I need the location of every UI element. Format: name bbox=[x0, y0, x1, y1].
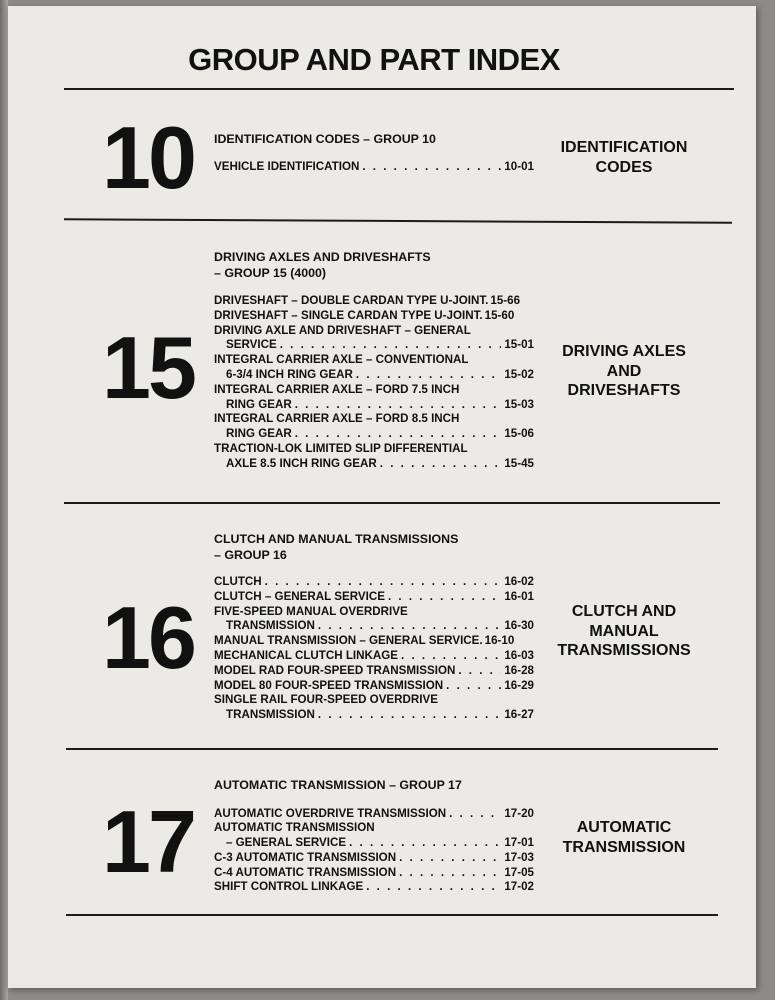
index-entry[interactable] bbox=[214, 619, 534, 634]
group-contents bbox=[214, 778, 534, 895]
index-entry[interactable] bbox=[214, 880, 534, 895]
dot-leader bbox=[399, 851, 501, 866]
entry-page: 10-01 bbox=[504, 159, 534, 173]
entry-page: 15-45 bbox=[504, 456, 534, 470]
group-side-label: DRIVING AXLES AND DRIVESHAFTS bbox=[562, 343, 686, 399]
entry-page: 17-01 bbox=[504, 836, 534, 850]
entry-page: 16-27 bbox=[504, 708, 534, 722]
group-number: 17 bbox=[102, 792, 194, 891]
entry-page: 15-02 bbox=[504, 367, 534, 381]
dot-leader bbox=[449, 807, 501, 822]
index-entry[interactable] bbox=[214, 807, 534, 822]
index-entry[interactable] bbox=[214, 160, 534, 175]
dot-leader bbox=[295, 427, 502, 442]
entry-page: 16-01 bbox=[504, 589, 534, 603]
dot-leader bbox=[356, 368, 501, 383]
entry-label: DRIVESHAFT – DOUBLE CARDAN TYPE U-JOINT. bbox=[214, 294, 489, 307]
index-entry[interactable] bbox=[214, 866, 534, 881]
dot-leader bbox=[458, 664, 501, 679]
group-side-label: AUTOMATIC TRANSMISSION bbox=[562, 819, 686, 856]
entry-page: 15-66 bbox=[490, 294, 521, 307]
entry-page: 16-30 bbox=[504, 619, 534, 633]
dot-leader bbox=[295, 398, 502, 413]
group-heading: CLUTCH AND MANUAL TRANSMISSIONS – GROUP 16 bbox=[214, 532, 459, 562]
entry-label-continued: TRANSMISSION bbox=[226, 708, 315, 722]
entry-label: VEHICLE IDENTIFICATION bbox=[214, 159, 360, 173]
entry-label-continued: TRANSMISSION bbox=[226, 619, 315, 633]
divider-rule bbox=[66, 748, 718, 750]
entry-page: 17-02 bbox=[504, 880, 534, 894]
group-section-10 bbox=[8, 106, 756, 220]
entry-label-continued: SERVICE bbox=[226, 338, 277, 352]
entry-label[interactable]: TRACTION-LOK LIMITED SLIP DIFFERENTIAL bbox=[214, 441, 468, 455]
entry-label: CLUTCH – GENERAL SERVICE bbox=[214, 589, 385, 603]
entry-label[interactable]: INTEGRAL CARRIER AXLE – CONVENTIONAL bbox=[214, 353, 469, 367]
entry-label-continued: RING GEAR bbox=[226, 397, 292, 411]
entry-label: SHIFT CONTROL LINKAGE bbox=[214, 880, 364, 894]
group-contents bbox=[214, 532, 534, 723]
entry-page: 16-03 bbox=[504, 648, 534, 662]
index-entry[interactable] bbox=[214, 664, 534, 679]
index-entry[interactable] bbox=[214, 634, 534, 649]
entry-page: 17-05 bbox=[504, 865, 534, 879]
dot-leader bbox=[446, 679, 501, 694]
entry-page: 15-06 bbox=[504, 427, 534, 441]
index-entry[interactable] bbox=[214, 427, 534, 442]
group-contents bbox=[214, 132, 534, 174]
dot-leader bbox=[399, 866, 501, 881]
dot-leader bbox=[265, 575, 502, 590]
group-contents bbox=[214, 250, 534, 472]
index-entry[interactable] bbox=[214, 851, 534, 866]
entry-page: 16-10 bbox=[484, 634, 515, 648]
entry-page: 17-20 bbox=[504, 806, 534, 820]
document-page bbox=[8, 6, 756, 988]
entry-label: C-4 AUTOMATIC TRANSMISSION bbox=[214, 865, 397, 879]
group-number: 15 bbox=[102, 318, 194, 417]
entry-page: 17-03 bbox=[504, 850, 534, 864]
entry-label: AUTOMATIC OVERDRIVE TRANSMISSION bbox=[214, 806, 447, 820]
entry-label: MODEL 80 FOUR-SPEED TRANSMISSION bbox=[214, 678, 444, 692]
group-heading: IDENTIFICATION CODES – GROUP 10 bbox=[214, 132, 436, 146]
entry-label[interactable]: INTEGRAL CARRIER AXLE – FORD 8.5 INCH bbox=[214, 412, 460, 426]
entry-page: 16-02 bbox=[504, 575, 534, 588]
index-entry[interactable] bbox=[214, 575, 534, 590]
dot-leader bbox=[349, 836, 501, 851]
entry-page: 15-03 bbox=[504, 397, 534, 411]
divider-rule bbox=[64, 88, 734, 90]
entry-label-continued: AXLE 8.5 INCH RING GEAR bbox=[226, 456, 377, 470]
entry-label-continued: RING GEAR bbox=[226, 427, 292, 441]
index-entry[interactable] bbox=[214, 649, 534, 664]
group-number: 16 bbox=[102, 588, 194, 687]
entry-label: C-3 AUTOMATIC TRANSMISSION bbox=[214, 850, 397, 864]
group-side-label: CLUTCH AND MANUAL TRANSMISSIONS bbox=[557, 603, 691, 659]
page-title: GROUP AND PART INDEX bbox=[188, 42, 560, 77]
index-entry[interactable] bbox=[214, 590, 534, 605]
group-heading: DRIVING AXLES AND DRIVESHAFTS – GROUP 15 (4000) bbox=[214, 250, 431, 280]
dot-leader bbox=[280, 338, 502, 353]
entry-page: 16-28 bbox=[504, 663, 534, 677]
dot-leader bbox=[366, 880, 501, 895]
entry-label[interactable]: FIVE-SPEED MANUAL OVERDRIVE bbox=[214, 604, 408, 618]
entry-label[interactable]: SINGLE RAIL FOUR-SPEED OVERDRIVE bbox=[214, 693, 438, 707]
index-entry[interactable] bbox=[214, 836, 534, 851]
entry-list bbox=[214, 807, 534, 896]
dot-leader bbox=[318, 708, 501, 723]
index-entry[interactable] bbox=[214, 309, 534, 324]
group-section-17 bbox=[8, 778, 756, 908]
entry-list bbox=[214, 160, 534, 175]
dot-leader bbox=[318, 619, 501, 634]
binding-spine bbox=[0, 0, 8, 1000]
group-side-label: IDENTIFICATION CODES bbox=[560, 139, 688, 176]
index-entry[interactable] bbox=[214, 338, 534, 353]
dot-leader bbox=[380, 457, 502, 472]
group-heading: AUTOMATIC TRANSMISSION – GROUP 17 bbox=[214, 778, 462, 792]
entry-label[interactable]: DRIVING AXLE AND DRIVESHAFT – GENERAL bbox=[214, 323, 471, 337]
entry-list bbox=[214, 294, 534, 472]
index-entry[interactable] bbox=[214, 679, 534, 694]
divider-rule bbox=[66, 914, 718, 916]
entry-label[interactable]: AUTOMATIC TRANSMISSION bbox=[214, 821, 375, 835]
index-entry[interactable] bbox=[214, 368, 534, 383]
group-section-15 bbox=[8, 250, 756, 500]
entry-label: MODEL RAD FOUR-SPEED TRANSMISSION bbox=[214, 663, 456, 677]
entry-page: 16-29 bbox=[504, 678, 534, 692]
entry-label: CLUTCH bbox=[214, 575, 262, 588]
dot-leader bbox=[362, 160, 501, 175]
group-section-16 bbox=[8, 532, 756, 748]
entry-label[interactable]: INTEGRAL CARRIER AXLE – FORD 7.5 INCH bbox=[214, 382, 460, 396]
group-number: 10 bbox=[102, 108, 194, 207]
entry-label-continued: 6-3/4 INCH RING GEAR bbox=[226, 367, 353, 381]
entry-label: MANUAL TRANSMISSION – GENERAL SERVICE. bbox=[214, 634, 483, 648]
entry-list bbox=[214, 575, 534, 723]
entry-label-continued: – GENERAL SERVICE bbox=[226, 836, 347, 850]
index-entry[interactable] bbox=[214, 457, 534, 472]
dot-leader bbox=[388, 590, 501, 605]
index-entry[interactable] bbox=[214, 398, 534, 413]
entry-label: MECHANICAL CLUTCH LINKAGE bbox=[214, 648, 398, 662]
index-entry[interactable] bbox=[214, 708, 534, 723]
dot-leader bbox=[401, 649, 501, 664]
index-entry[interactable] bbox=[214, 294, 534, 309]
entry-page: 15-01 bbox=[504, 338, 534, 352]
divider-rule bbox=[64, 502, 720, 504]
entry-page: 15-60 bbox=[484, 308, 515, 322]
entry-label: DRIVESHAFT – SINGLE CARDAN TYPE U-JOINT. bbox=[214, 308, 483, 322]
